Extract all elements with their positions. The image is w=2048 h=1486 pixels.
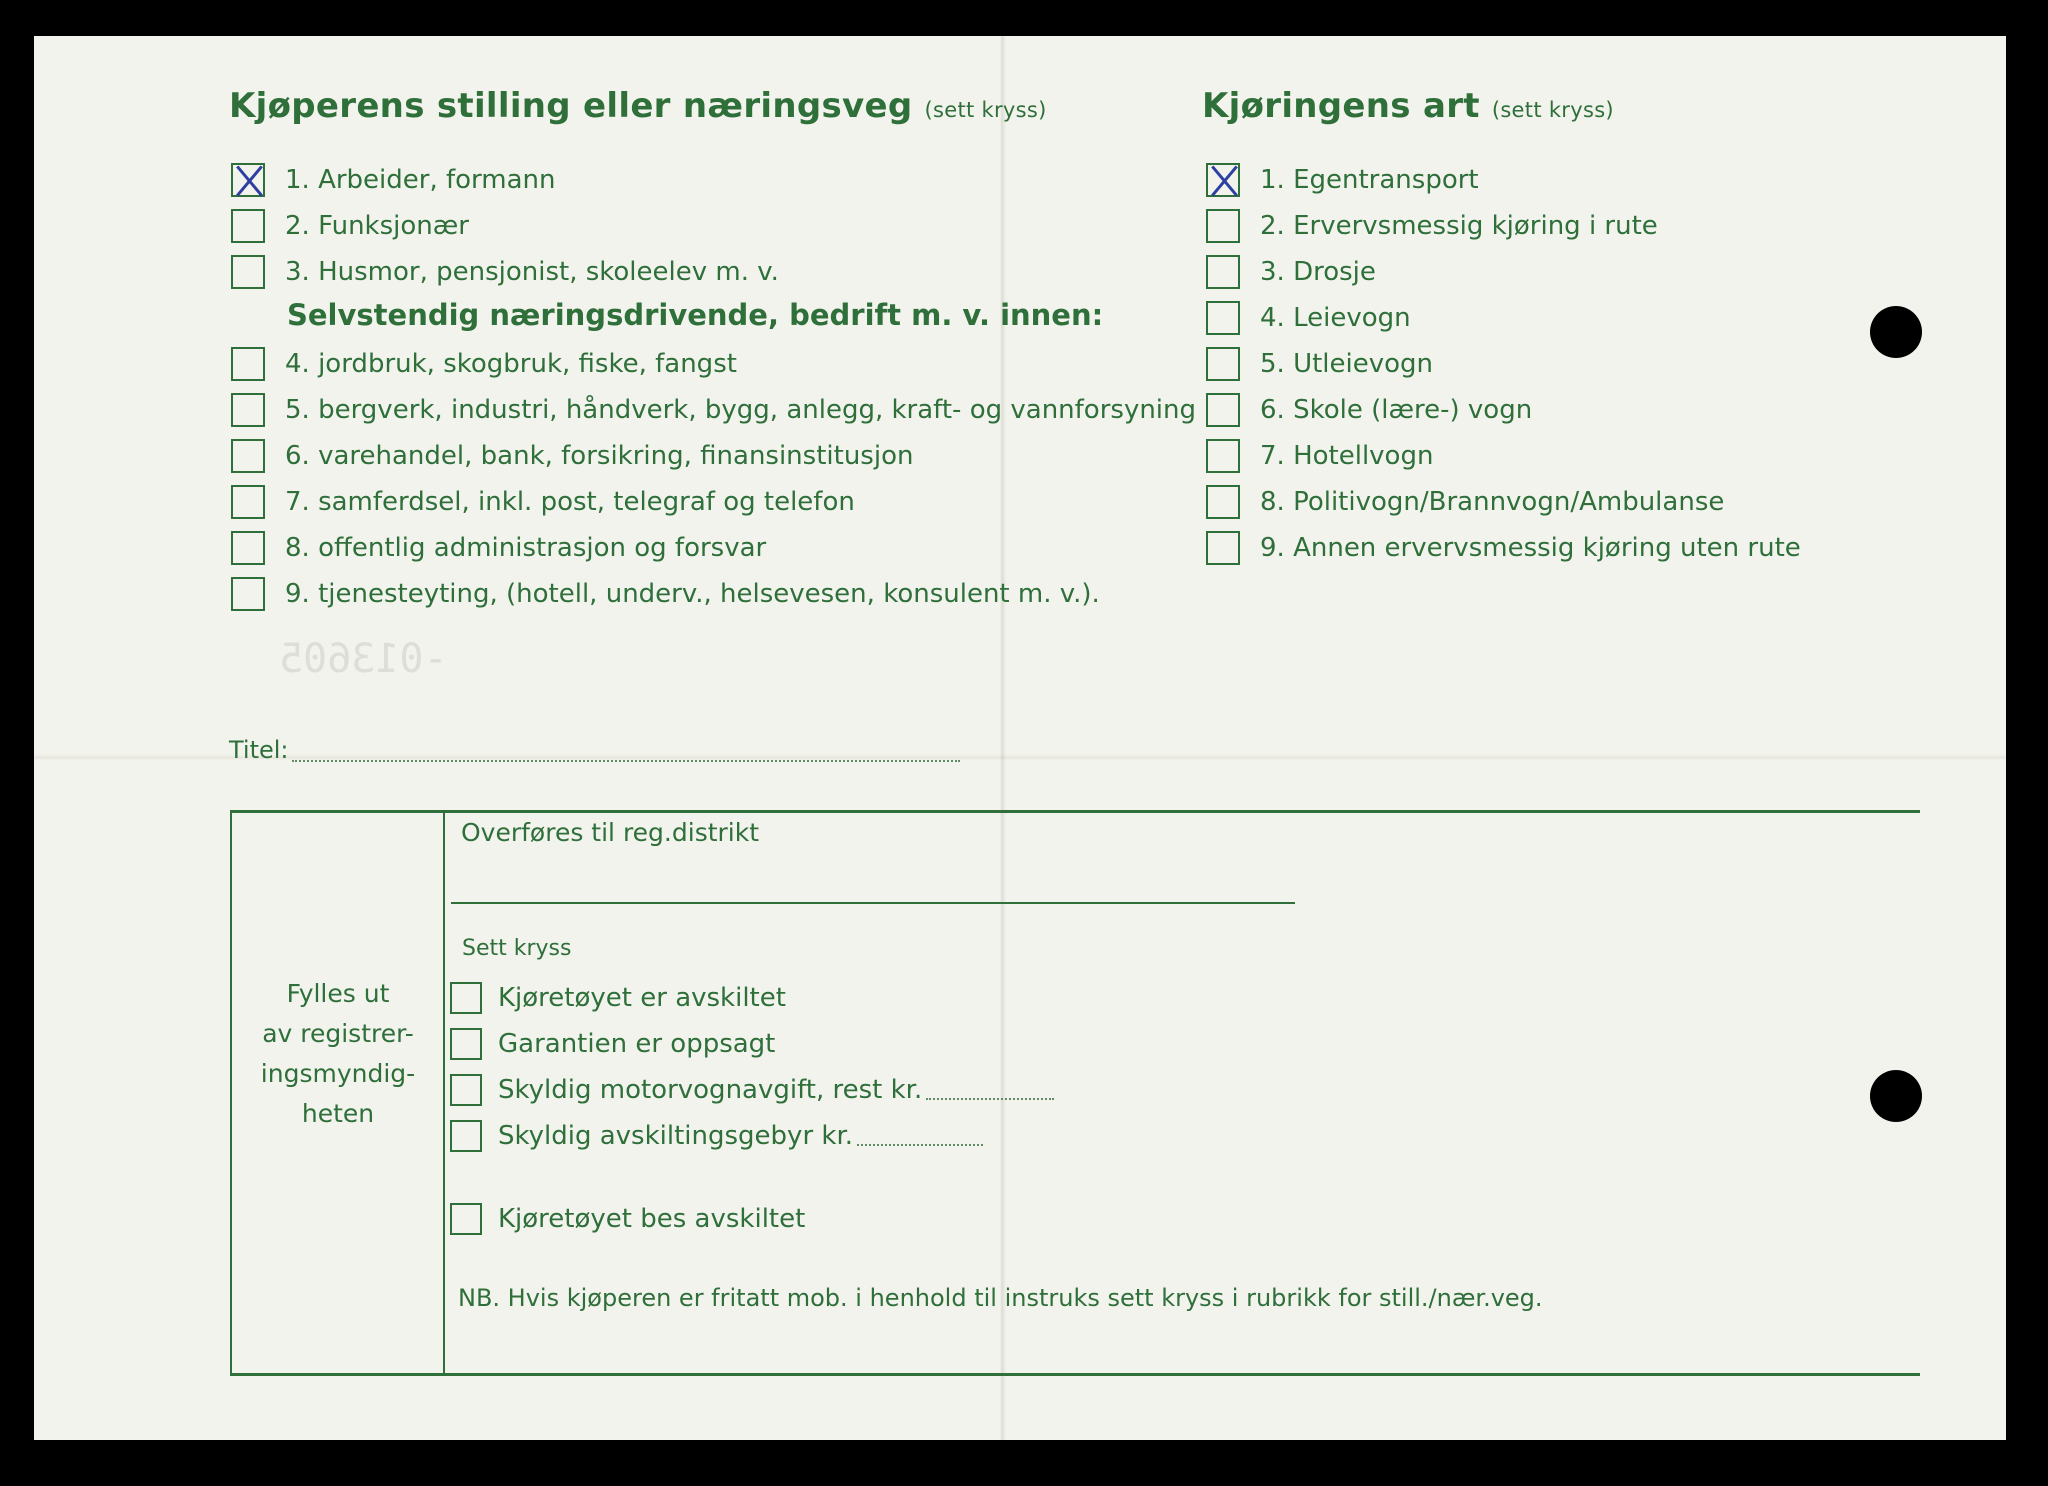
checkbox[interactable] [450,1028,482,1060]
option-label: 2. Funksjonær [285,211,469,241]
check-guarantee-cancelled[interactable] [450,1024,775,1064]
form-sheet [34,36,2006,1440]
option-label: 4. jordbruk, skogbruk, fiske, fangst [285,349,737,379]
checkbox[interactable] [231,209,265,243]
checkbox[interactable] [1206,393,1240,427]
driving-type-option-6[interactable] [1206,390,1532,430]
checkbox[interactable] [231,439,265,473]
sett-kryss-label: Sett kryss [462,936,572,961]
industry-option-9[interactable] [231,574,1100,614]
box-inner-divider [443,810,445,1376]
transfer-district-input-line[interactable] [451,902,1295,904]
nb-note: NB. Hvis kjøperen er fritatt mob. i henhold til instruks sett kryss i rubrikk for still./nær.veg. [458,1284,1543,1312]
industry-option-8[interactable] [231,528,766,568]
side-label-line: heten [301,1099,375,1128]
checkbox[interactable] [450,982,482,1014]
checkbox[interactable] [231,531,265,565]
checkbox[interactable] [231,485,265,519]
option-label: Garantien er oppsagt [498,1029,776,1059]
authority-side-label [238,974,438,1134]
option-label: 7. Hotellvogn [1260,441,1434,471]
driving-type-option-7[interactable] [1206,436,1433,476]
box-top-border [230,810,1920,813]
option-label: 5. bergverk, industri, håndverk, bygg, anlegg, kraft- og vannforsyning [285,395,1197,425]
box-bottom-border [230,1373,1920,1376]
checkbox[interactable] [231,347,265,381]
driving-type-option-8[interactable] [1206,482,1724,522]
box-left-border [230,810,232,1376]
option-label: Kjøretøyet er avskiltet [498,983,786,1013]
occupation-option-2[interactable] [231,206,469,246]
amount-input-line[interactable] [857,1126,983,1146]
punch-hole [1870,1070,1922,1122]
checkbox[interactable] [450,1120,482,1152]
industry-option-6[interactable] [231,436,913,476]
checkbox[interactable] [1206,531,1240,565]
check-motor-vehicle-tax[interactable] [450,1070,1054,1110]
option-label: 2. Ervervsmessig kjøring i rute [1260,211,1658,241]
option-label: 1. Egentransport [1260,165,1479,195]
titel-label: Titel: [229,736,289,764]
right-heading [1202,86,1614,126]
option-label: 3. Drosje [1260,257,1376,287]
checkbox[interactable] [1206,485,1240,519]
option-label: 3. Husmor, pensjonist, skoleelev m. v. [285,257,779,287]
check-deregistered[interactable] [450,978,786,1018]
checkbox[interactable] [1206,439,1240,473]
left-heading [229,86,1047,126]
option-label: 9. tjenesteyting, (hotell, underv., helsevesen, konsulent m. v.). [285,579,1100,609]
reverse-side-bleed: -013605 [279,636,448,682]
checkbox[interactable] [231,255,265,289]
option-label: 8. offentlig administrasjon og forsvar [285,533,767,563]
side-label-line: Fylles ut [286,979,390,1008]
side-label-line: av registrer- [262,1019,414,1048]
side-label-line: ingsmyndig- [260,1059,416,1088]
checkbox-checked[interactable] [1206,163,1240,197]
option-label: Kjøretøyet bes avskiltet [498,1204,806,1234]
option-label: Skyldig motorvognavgift, rest kr. [498,1075,923,1105]
check-request-deregistration[interactable] [450,1199,805,1239]
amount-input-line[interactable] [926,1080,1054,1100]
check-deregistration-fee[interactable] [450,1116,983,1156]
option-label: 6. varehandel, bank, forsikring, finansinstitusjon [285,441,914,471]
left-heading-note: (sett kryss) [924,98,1047,122]
driving-type-option-5[interactable] [1206,344,1433,384]
checkbox[interactable] [450,1074,482,1106]
left-heading-text: Kjøperens stilling eller næringsveg [229,86,913,126]
option-label: 1. Arbeider, formann [285,165,556,195]
titel-input-line[interactable] [292,760,960,762]
checkbox[interactable] [1206,255,1240,289]
option-label: 6. Skole (lære-) vogn [1260,395,1533,425]
right-heading-note: (sett kryss) [1491,98,1614,122]
driving-type-option-4[interactable] [1206,298,1411,338]
checkbox[interactable] [1206,301,1240,335]
option-label: 9. Annen ervervsmessig kjøring uten rute [1260,533,1801,563]
self-employed-subheading: Selvstendig næringsdrivende, bedrift m. v. innen: [287,298,1104,332]
driving-type-option-1[interactable] [1206,160,1479,200]
driving-type-option-3[interactable] [1206,252,1376,292]
driving-type-option-2[interactable] [1206,206,1658,246]
checkbox-checked[interactable] [231,163,265,197]
transfer-district-label: Overføres til reg.distrikt [461,818,760,847]
checkbox[interactable] [231,577,265,611]
occupation-option-3[interactable] [231,252,779,292]
punch-hole [1870,306,1922,358]
right-heading-text: Kjøringens art [1202,86,1480,126]
option-label: 7. samferdsel, inkl. post, telegraf og telefon [285,487,855,517]
option-label: 4. Leievogn [1260,303,1411,333]
option-label: Skyldig avskiltingsgebyr kr. [498,1121,854,1151]
checkbox[interactable] [1206,347,1240,381]
checkbox[interactable] [231,393,265,427]
industry-option-7[interactable] [231,482,855,522]
checkbox[interactable] [450,1203,482,1235]
option-label: 5. Utleievogn [1260,349,1434,379]
driving-type-option-9[interactable] [1206,528,1801,568]
checkbox[interactable] [1206,209,1240,243]
occupation-option-1[interactable] [231,160,556,200]
industry-option-4[interactable] [231,344,737,384]
industry-option-5[interactable] [231,390,1196,430]
option-label: 8. Politivogn/Brannvogn/Ambulanse [1260,487,1725,517]
